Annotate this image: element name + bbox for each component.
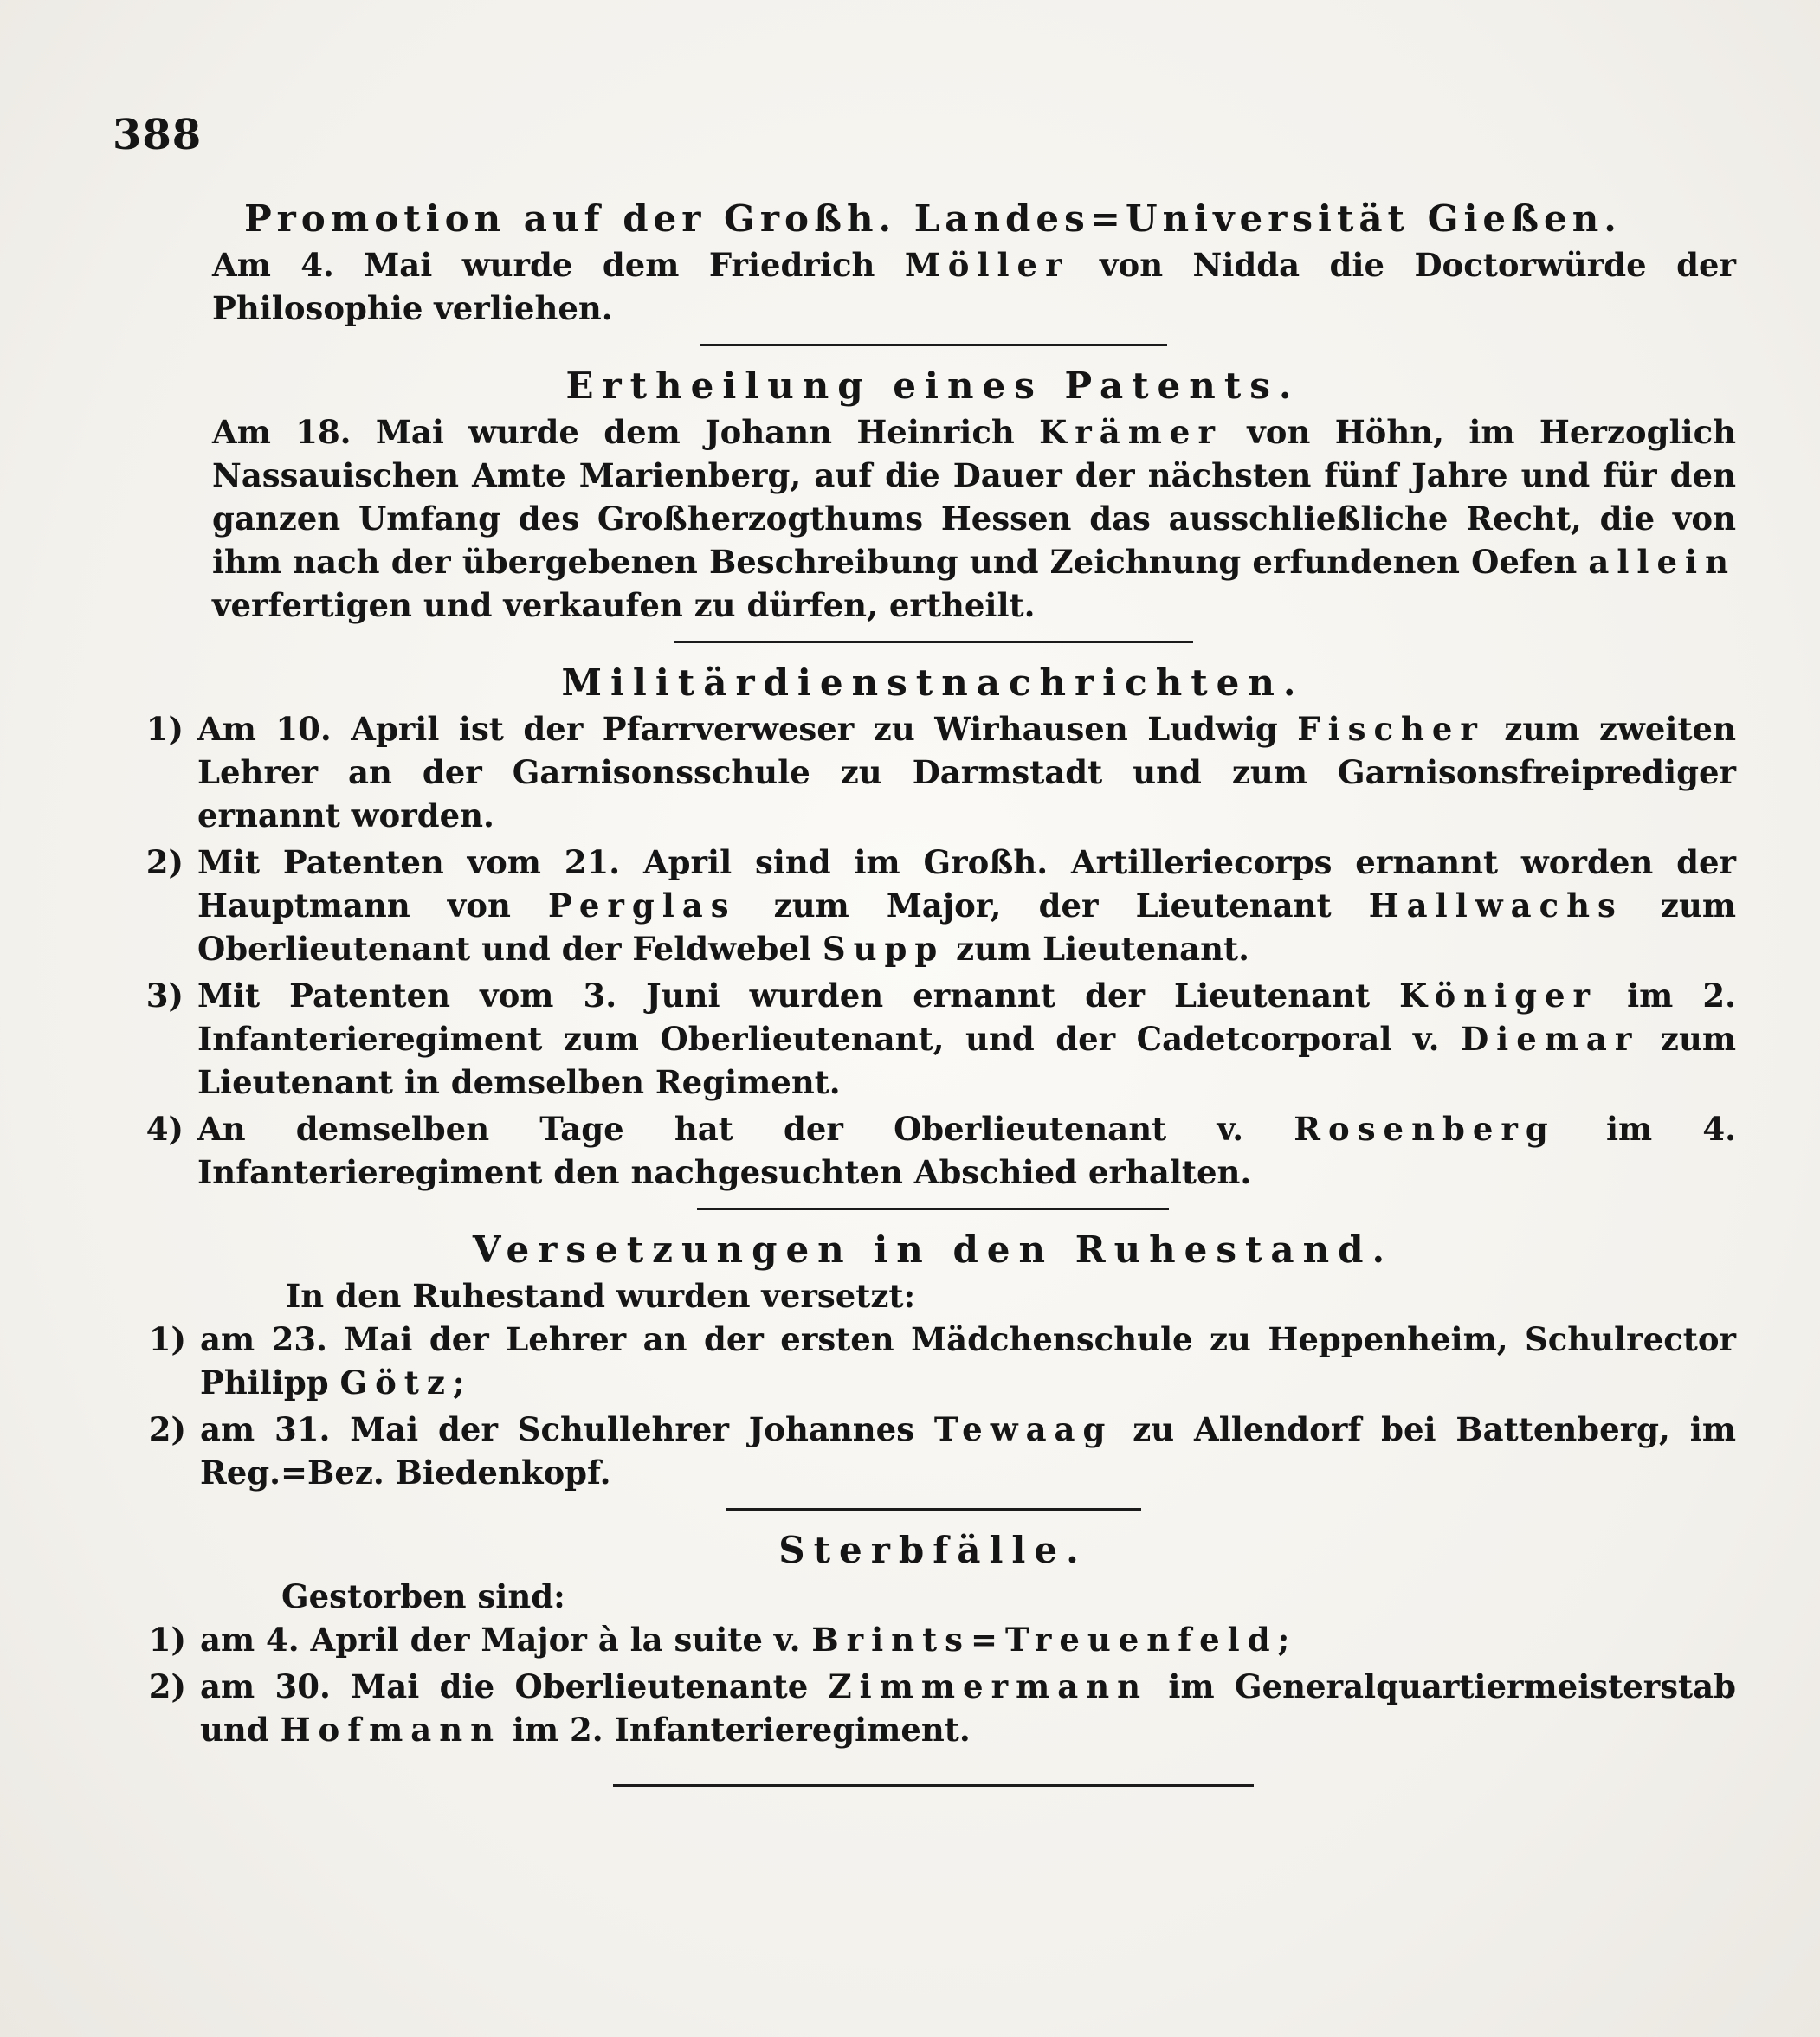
text-run: Am 10. April ist der Pfarrverweser zu Wirhausen Ludwig (197, 710, 1298, 748)
spaced-word: allein (1588, 543, 1736, 581)
retirement-heading: Versetzungen in den Ruhestand. (472, 1228, 1394, 1271)
text-run: am 30. Mai die Oberlieutenante (200, 1667, 829, 1705)
list-item (130, 707, 1736, 837)
spaced-name: Hallwachs (1368, 886, 1623, 925)
deaths-lead: Gestorben sind: (281, 1577, 565, 1615)
retirement-lead: In den Ruhestand wurden versetzt: (286, 1277, 916, 1315)
item-number: 2) (148, 1410, 186, 1448)
military-list (130, 707, 1736, 1194)
promotion-heading: Promotion auf der Großh. Landes=Universität Gießen. (244, 197, 1622, 240)
text-run: verfertigen und verkaufen zu dürfen, ertheilt. (212, 586, 1036, 624)
deaths-list (130, 1618, 1736, 1751)
deaths-heading: Sterbfälle. (778, 1529, 1087, 1571)
text-run: von Nidda die Doctorwürde der Philosophie verliehen. (212, 246, 1736, 327)
page-content (130, 195, 1736, 1802)
text-run: am 31. Mai der Schullehrer Johannes (200, 1410, 934, 1448)
item-text (197, 1107, 1736, 1194)
list-item (130, 841, 1736, 970)
text-run: zum zweiten Lehrer an der Garnisonsschule zu Darmstadt und zum Garnisonsfreiprediger ernannt worden. (197, 710, 1736, 835)
spaced-name: Fischer (1297, 710, 1485, 748)
patent-text (130, 410, 1736, 627)
spaced-name: Brints=Treuenfeld (811, 1621, 1278, 1659)
text-run: ; (1277, 1621, 1290, 1659)
text-run: im 4. Infanterieregiment den nachgesuchten Abschied erhalten. (197, 1110, 1736, 1191)
item-number: 3) (145, 977, 184, 1015)
text-run: Am 18. Mai wurde dem Johann Heinrich (212, 413, 1040, 451)
item-number: 2) (145, 843, 184, 881)
text-run: zu Allendorf bei Battenberg, im Reg.=Bez. Biedenkopf. (200, 1410, 1736, 1492)
section-divider (700, 344, 1167, 346)
promotion-text (130, 243, 1736, 330)
list-item (130, 974, 1736, 1104)
text-run: am 23. Mai der Lehrer an der ersten Mädchenschule zu Heppenheim, Schulrector Philipp (200, 1320, 1736, 1402)
spaced-name: Krämer (1039, 413, 1223, 451)
list-item (130, 1318, 1736, 1404)
item-text (200, 1665, 1736, 1751)
spaced-name: Götz (339, 1363, 453, 1402)
text-run: zum Major, der Lieutenant (736, 886, 1369, 925)
item-number: 1) (148, 1320, 186, 1358)
section-divider (697, 1208, 1169, 1210)
item-text (197, 707, 1736, 837)
section-divider (674, 641, 1193, 643)
item-number: 4) (145, 1110, 184, 1148)
text-run: im 2. Infanterieregiment zum Oberlieutenant, und der Cadetcorporal v. (197, 977, 1736, 1058)
text-run: von Höhn, im Herzoglich Nassauischen Amte Marienberg, auf die Dauer der nächsten fünf Jahre und für den ganzen Umfang des Großherzogthums Hessen das ausschließliche Recht, die von ihm nach der übergebenen Beschreibung und Zeichnung erfundenen Oefen (212, 413, 1736, 581)
list-item (130, 1107, 1736, 1194)
item-text (197, 841, 1736, 970)
military-heading: Militärdienstnachrichten. (561, 661, 1305, 704)
list-item (130, 1665, 1736, 1751)
patent-heading: Ertheilung eines Patents. (565, 364, 1300, 407)
section-divider (726, 1508, 1141, 1511)
text-run: zum Lieutenant in demselben Regiment. (197, 1020, 1736, 1101)
spaced-name: Möller (904, 246, 1070, 284)
item-text (200, 1408, 1736, 1494)
item-number: 1) (145, 710, 184, 748)
retirement-list (130, 1318, 1736, 1494)
text-run: An demselben Tage hat der Oberlieutenant v. (197, 1110, 1294, 1148)
spaced-name: Tewaag (933, 1410, 1113, 1448)
item-number: 2) (148, 1667, 186, 1705)
text-run: im Generalquartiermeisterstab und (200, 1667, 1736, 1749)
item-text (200, 1618, 1736, 1661)
spaced-name: Rosenberg (1294, 1110, 1556, 1148)
text-run: ; (452, 1363, 465, 1402)
spaced-name: Diemar (1461, 1020, 1640, 1058)
spaced-name: Königer (1399, 977, 1598, 1015)
text-run: zum Oberlieutenant und der Feldwebel (197, 886, 1736, 968)
page-number: 388 (113, 111, 203, 159)
item-text (200, 1318, 1736, 1404)
item-number: 1) (148, 1621, 186, 1659)
list-item (130, 1618, 1736, 1661)
item-text (197, 974, 1736, 1104)
spaced-name: Hofmann (280, 1711, 502, 1749)
text-run: Mit Patenten vom 3. Juni wurden ernannt der Lieutenant (197, 977, 1400, 1015)
text-run: zum Lieutenant. (945, 930, 1249, 968)
spaced-name: Perglas (547, 886, 737, 925)
text-run: Mit Patenten vom 21. April sind im Großh. Artilleriecorps ernannt worden der Hauptmann von (197, 843, 1736, 925)
text-run: am 4. April der Major à la suite v. (200, 1621, 812, 1659)
text-run: im 2. Infanterieregiment. (501, 1711, 971, 1749)
text-run: Am 4. Mai wurde dem Friedrich (212, 246, 905, 284)
list-item (130, 1408, 1736, 1494)
spaced-name: Supp (822, 930, 945, 968)
spaced-name: Zimmermann (828, 1667, 1148, 1705)
end-divider (613, 1784, 1254, 1787)
